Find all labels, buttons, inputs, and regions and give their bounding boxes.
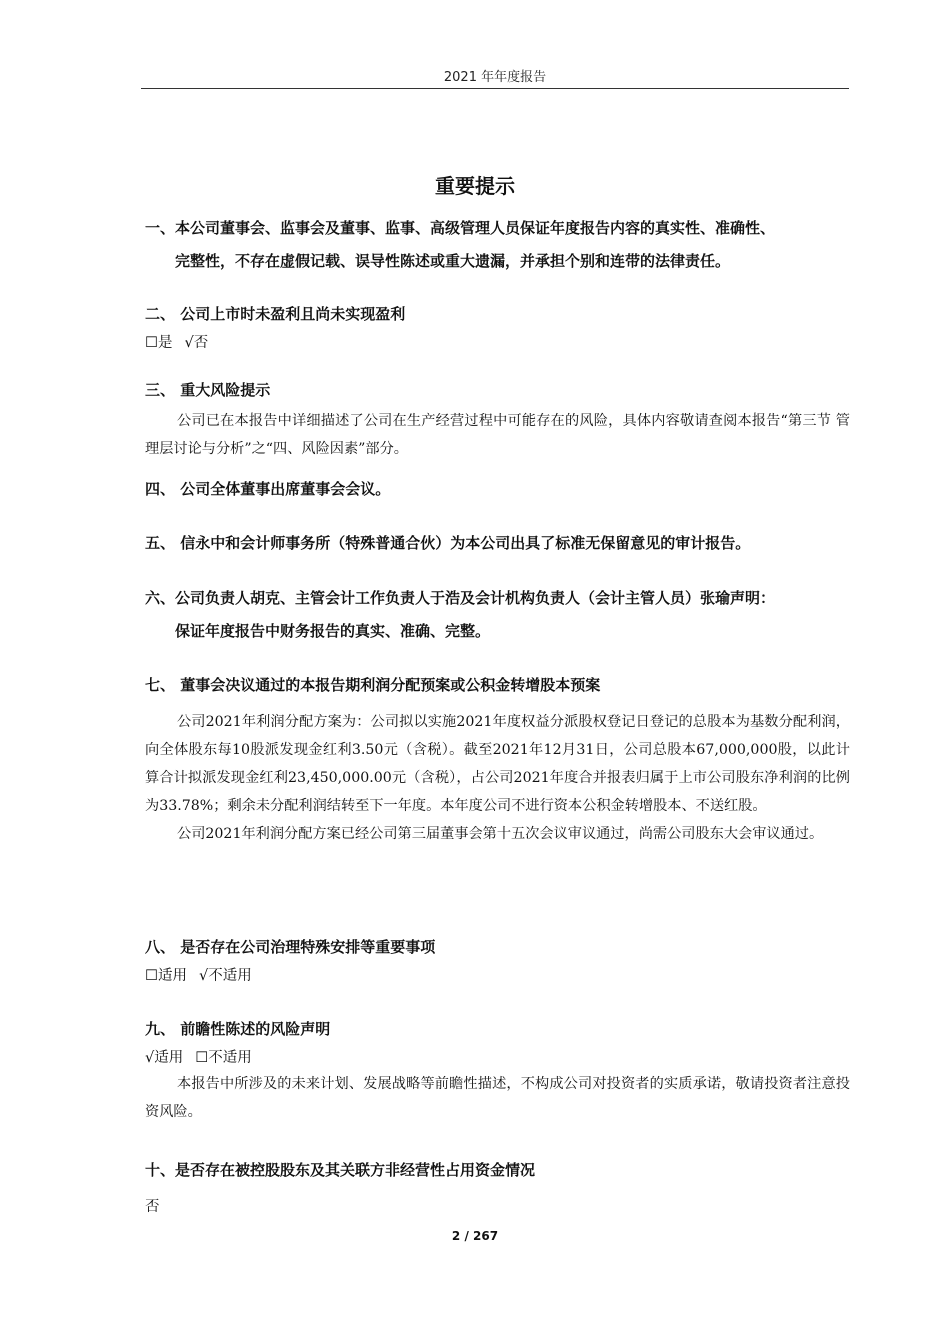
option-applicable: ☐适用 (145, 968, 187, 984)
page-number: 2 / 267 (451, 1229, 499, 1243)
section-4 (145, 473, 850, 506)
section-8 (145, 931, 850, 988)
section-5 (145, 527, 850, 560)
option-applicable: √适用 (145, 1050, 184, 1066)
header-rule (141, 88, 849, 89)
section-6-line-1: 六、公司负责人胡克、主管会计工作负责人于浩及会计机构负责人（会计主管人员）张瑜声明： (145, 589, 776, 607)
section-1-line-1: 一、本公司董事会、监事会及董事、监事、高级管理人员保证年度报告内容的真实性、准确性、 (145, 219, 776, 237)
section-9-heading: 九、 前瞻性陈述的风险声明 (145, 1020, 331, 1038)
section-7-body-1: 公司2021年利润分配方案为：公司拟以实施2021年度权益分派股权登记日登记的总股本为基数分配利润，向全体股东每10股派发现金红利3.50元（含税）。截至2021年12月31日，公司总股本67,000,000股，以此计算合计拟派发现金红利23,450,000.00元（含税），占公司2021年度合并报表归属于上市公司股东净利润的比例为33.78%；剩余未分配利润结转至下一年度。本年度公司不进行资本公积金转增股本、不送红股。 (145, 714, 850, 814)
option-not-applicable: √不适用 (199, 968, 252, 984)
section-7-body-2: 公司2021年利润分配方案已经公司第三届董事会第十五次会议审议通过，尚需公司股东大会审议通过。 (177, 826, 824, 842)
section-8-options (145, 964, 850, 988)
section-10-heading: 十、是否存在被控股股东及其关联方非经营性占用资金情况 (145, 1161, 536, 1179)
section-1 (145, 212, 850, 278)
option-no: √否 (184, 335, 209, 351)
section-4-heading: 四、 公司全体董事出席董事会会议。 (145, 480, 391, 498)
running-header: 2021 年年度报告 (443, 70, 547, 85)
section-8-heading: 八、 是否存在公司治理特殊安排等重要事项 (145, 938, 436, 956)
section-3-heading: 三、 重大风险提示 (145, 381, 271, 399)
section-10-answer: 否 (145, 1199, 160, 1215)
section-2-options (145, 331, 850, 355)
section-3 (145, 374, 850, 463)
page-title: 重要提示 (435, 174, 515, 198)
section-6-line-2: 保证年度报告中财务报告的真实、准确、完整。 (175, 622, 491, 640)
section-3-body: 公司已在本报告中详细描述了公司在生产经营过程中可能存在的风险，具体内容敬请查阅本报告“第三节 管理层讨论与分析”之“四、风险因素”部分。 (145, 413, 850, 457)
section-6 (145, 582, 850, 648)
option-yes: ☐是 (145, 335, 173, 351)
option-not-applicable: ☐不适用 (195, 1050, 252, 1066)
section-9 (145, 1013, 850, 1126)
section-7 (145, 669, 850, 848)
section-9-options (145, 1046, 850, 1070)
section-7-heading: 七、 董事会决议通过的本报告期利润分配预案或公积金转增股本预案 (145, 676, 601, 694)
section-1-line-2: 完整性，不存在虚假记载、误导性陈述或重大遗漏，并承担个别和连带的法律责任。 (175, 252, 731, 270)
section-5-heading: 五、 信永中和会计师事务所（特殊普通合伙）为本公司出具了标准无保留意见的审计报告。 (145, 534, 751, 552)
section-9-body: 本报告中所涉及的未来计划、发展战略等前瞻性描述，不构成公司对投资者的实质承诺，敬请投资者注意投资风险。 (145, 1076, 850, 1120)
section-10 (145, 1154, 850, 1219)
section-2-heading: 二、 公司上市时未盈利且尚未实现盈利 (145, 305, 406, 323)
section-2 (145, 298, 850, 355)
